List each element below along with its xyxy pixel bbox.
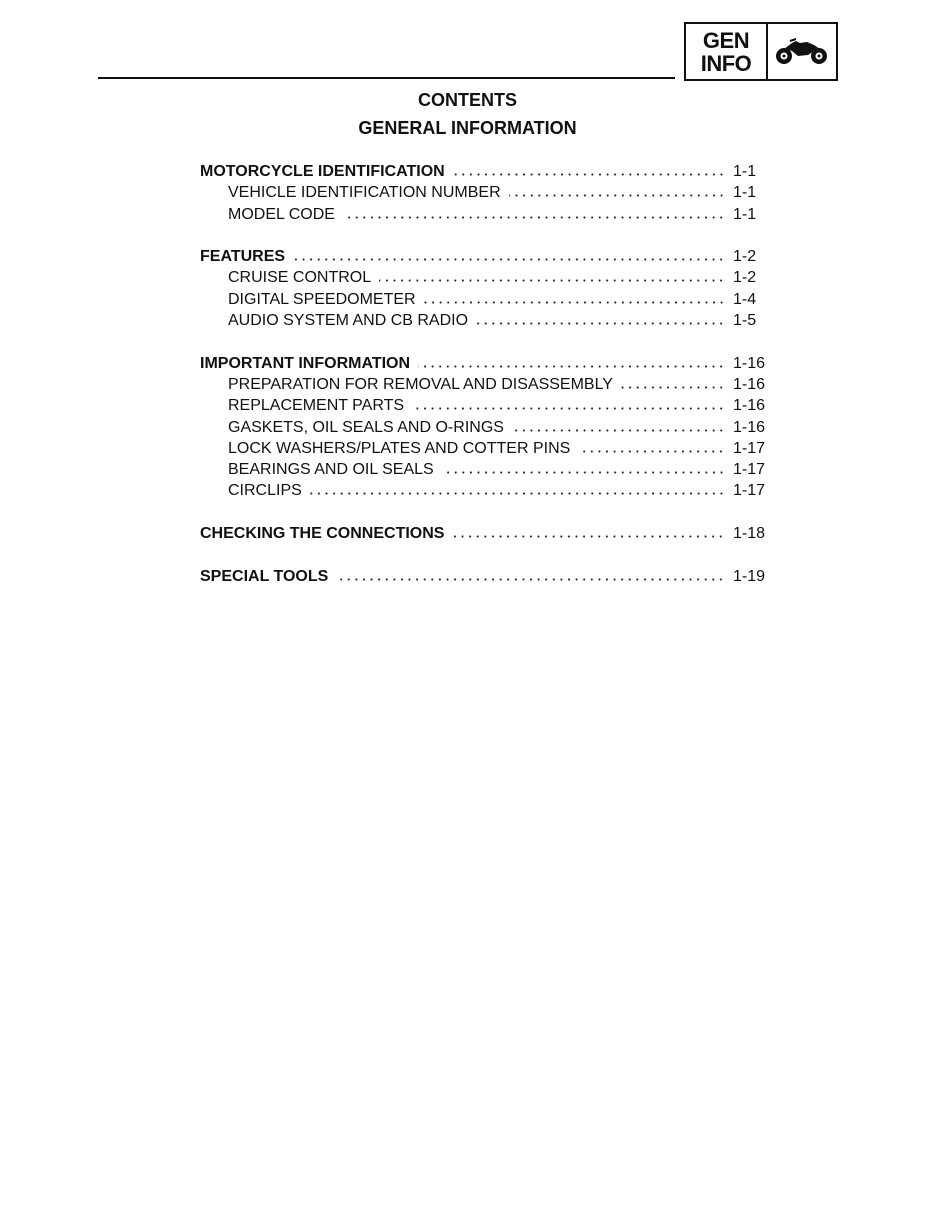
- toc-entry-title: REPLACEMENT PARTS: [228, 397, 405, 415]
- toc-entry-page: 1-17: [733, 439, 766, 457]
- toc-entry-page: 1-18: [733, 525, 766, 543]
- toc-entry-page: 1-16: [733, 418, 766, 436]
- toc-entry-page: 1-2: [733, 248, 757, 266]
- tab-line-2: INFO: [700, 50, 752, 76]
- dot-leader: [293, 258, 725, 261]
- toc-entry-title: CHECKING THE CONNECTIONS: [200, 525, 445, 543]
- toc-entry-title: MOTORCYCLE IDENTIFICATION: [200, 163, 445, 180]
- toc-subsection-entry[interactable]: [200, 480, 767, 501]
- toc-entry-page: 1-5: [733, 312, 757, 330]
- dot-leader: [453, 173, 725, 176]
- toc-entry-page: 1-1: [733, 163, 757, 180]
- toc-group: [200, 523, 767, 544]
- toc-section-entry[interactable]: [200, 353, 767, 374]
- contents-title: CONTENTS: [418, 90, 517, 110]
- toc-entry-title: SPECIAL TOOLS: [200, 567, 329, 585]
- toc-entry-title: LOCK WASHERS/PLATES AND COTTER PINS: [228, 439, 571, 457]
- toc-entry-page: 1-16: [733, 375, 766, 393]
- toc-entry-page: 1-19: [733, 567, 766, 585]
- toc-entry-page: 1-1: [733, 184, 757, 202]
- toc-entry-title: CIRCLIPS: [228, 482, 302, 500]
- toc-group: [200, 161, 767, 225]
- dot-leader: [476, 322, 725, 325]
- toc-entry-title: BEARINGS AND OIL SEALS: [228, 461, 434, 479]
- toc-entry-title: VEHICLE IDENTIFICATION NUMBER: [228, 184, 501, 202]
- dot-leader: [452, 535, 725, 538]
- tab-line-1: GEN: [702, 27, 750, 53]
- toc-entry-title: GASKETS, OIL SEALS AND O-RINGS: [228, 418, 504, 436]
- toc-entry-page: 1-1: [733, 205, 757, 223]
- toc-subsection-entry[interactable]: [200, 374, 767, 395]
- toc-entry-title: IMPORTANT INFORMATION: [200, 354, 411, 372]
- motorcycle-icon: [768, 24, 836, 79]
- dot-leader: [310, 492, 725, 495]
- table-of-contents: [200, 161, 767, 608]
- toc-subsection-entry[interactable]: [200, 438, 767, 459]
- toc-entry-page: 1-2: [733, 269, 757, 287]
- section-tab-label: [686, 24, 768, 79]
- toc-group: [200, 246, 767, 331]
- dot-leader: [343, 216, 725, 219]
- toc-group: [200, 353, 767, 502]
- toc-subsection-entry[interactable]: [200, 182, 767, 203]
- toc-entry-title: PREPARATION FOR REMOVAL AND DISASSEMBLY: [228, 375, 613, 393]
- toc-entry-page: 1-4: [733, 290, 757, 308]
- toc-section-entry[interactable]: [200, 566, 767, 587]
- dot-leader: [442, 471, 725, 474]
- header-rule: [98, 77, 675, 79]
- dot-leader: [412, 407, 725, 410]
- toc-entry-title: MODEL CODE: [228, 205, 335, 223]
- toc-entry-page: 1-16: [733, 354, 766, 372]
- toc-entry-page: 1-17: [733, 482, 766, 500]
- dot-leader: [509, 194, 725, 197]
- toc-subsection-entry[interactable]: [200, 395, 767, 416]
- toc-entry-page: 1-17: [733, 461, 766, 479]
- toc-section-entry[interactable]: [200, 161, 767, 182]
- toc-entry-page: 1-16: [733, 397, 766, 415]
- dot-leader: [512, 429, 725, 432]
- toc-group: [200, 566, 767, 587]
- dot-leader: [336, 578, 725, 581]
- toc-entry-title: FEATURES: [200, 248, 286, 266]
- dot-leader: [621, 386, 725, 389]
- toc-subsection-entry[interactable]: [200, 289, 767, 310]
- toc-subsection-entry[interactable]: [200, 310, 767, 331]
- toc-subsection-entry[interactable]: [200, 459, 767, 480]
- toc-section-entry[interactable]: [200, 523, 767, 544]
- dot-leader: [578, 450, 725, 453]
- dot-leader: [418, 365, 725, 368]
- toc-subsection-entry[interactable]: [200, 204, 767, 225]
- dot-leader: [379, 279, 725, 282]
- toc-subsection-entry[interactable]: [200, 417, 767, 438]
- toc-section-entry[interactable]: [200, 246, 767, 267]
- toc-entry-title: AUDIO SYSTEM AND CB RADIO: [228, 312, 469, 330]
- toc-entry-title: DIGITAL SPEEDOMETER: [228, 290, 416, 308]
- section-title: GENERAL INFORMATION: [358, 118, 577, 138]
- section-tab: [684, 22, 838, 81]
- toc-entry-title: CRUISE CONTROL: [228, 269, 372, 287]
- dot-leader: [424, 301, 725, 304]
- toc-subsection-entry[interactable]: [200, 267, 767, 288]
